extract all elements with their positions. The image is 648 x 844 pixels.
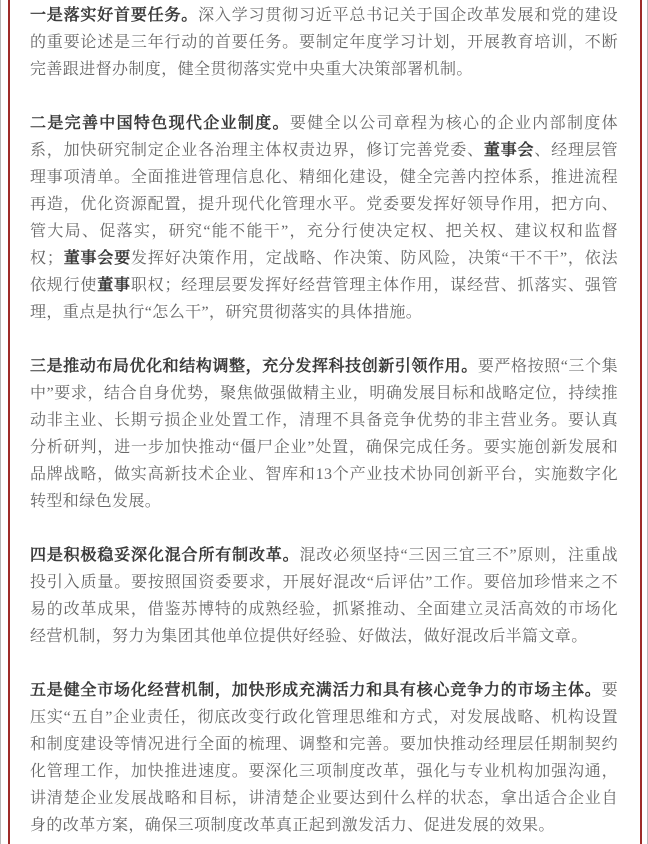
emphasis-text: 五是健全市场化经营机制，加快形成充满活力和具有核心竞争力的市场主体。	[30, 682, 602, 699]
body-text: 深入学习贯彻习近平总书记关于国企改革发展和党的建设的重要论述是三年行动的首要任务。要制定年度学习计划，开展教育培训，不断完善跟进督办制度，健全贯彻落实党中央重大决策部署机制。	[30, 7, 618, 78]
body-text: 要压实“五自”企业责任，彻底改变行政化管理思维和方式，对发展战略、机构设置和制度建设等情况进行全面的梳理、调整和完善。要加快推动经理层任期制契约化管理工作，加快推进速度。要深化三项制度改革，强化与专业机构加强沟通，讲清楚企业发展战略和目标，讲清楚企业要达到什么样的状态，拿出适合企业自身的改革方案，确保三项制度改革真正起到激发活力、促进发展的效果。	[30, 682, 618, 834]
emphasis-text: 二是完善中国特色现代企业制度。	[30, 115, 290, 132]
emphasis-text: 三是推动布局优化和结构调整，充分发挥科技创新引领作用。	[30, 358, 478, 375]
body-text: 要健全以公司章程为核心的企业内部制度体系，加快研究制定企业各治理主体权责边界，修订完善党委、	[30, 115, 618, 159]
emphasis-text: 董事会	[483, 142, 535, 159]
left-red-frame-border	[8, 0, 10, 844]
emphasis-text: 董事	[97, 277, 131, 294]
article-paragraph-1	[30, 2, 618, 83]
article-paragraph-3	[30, 353, 618, 515]
body-text: 要严格按照“三个集中”要求，结合自身优势，聚焦做强做精主业，明确发展目标和战略定位，持续推动非主业、长期亏损企业处置工作，清理不具备竞争优势的非主营业务。要认真分析研判，进一步加快推动“僵尸企业”处置，确保完成任务。要实施创新发展和品牌战略，做实高新技术企业、智库和13个产业技术协同创新平台，实施数字化转型和绿色发展。	[30, 358, 618, 510]
emphasis-text: 一是落实好首要任务。	[30, 7, 199, 24]
article-content	[30, 2, 618, 839]
article-paragraph-4	[30, 542, 618, 650]
article-paragraph-2	[30, 110, 618, 326]
body-text: 混改必须坚持“三因三宜三不”原则，注重战投引入质量。要按照国资委要求，开展好混改“后评估”工作。要倍加珍惜来之不易的改革成果，借鉴苏博特的成熟经验，抓紧推动、全面建立灵活高效的市场化经营机制，努力为集团其他单位提供好经验、好做法，做好混改后半篇文章。	[30, 547, 618, 645]
right-red-frame-border	[640, 0, 642, 844]
body-text: 发挥好决策作用，定战略、作决策、防风险，决策“干不干”，依法依规行使	[30, 250, 618, 294]
article-paragraph-5	[30, 677, 618, 839]
body-text: 、经理层管理事项清单。全面推进管理信息化、精细化建设，健全完善内控体系，推进流程再造，优化资源配置，提升现代化管理水平。党委要发挥好领导作用，把方向、管大局、促落实，研究“能不能干”，充分行使决定权、把关权、建议权和监督权；	[30, 142, 618, 267]
body-text: 职权；经理层要发挥好经营管理主体作用，谋经营、抓落实、强管理，重点是执行“怎么干”，研究贯彻落实的具体措施。	[30, 277, 618, 321]
emphasis-text: 董事会要	[63, 250, 132, 267]
emphasis-text: 四是积极稳妥深化混合所有制改革。	[30, 547, 300, 564]
left-edge-divider	[0, 0, 1, 844]
